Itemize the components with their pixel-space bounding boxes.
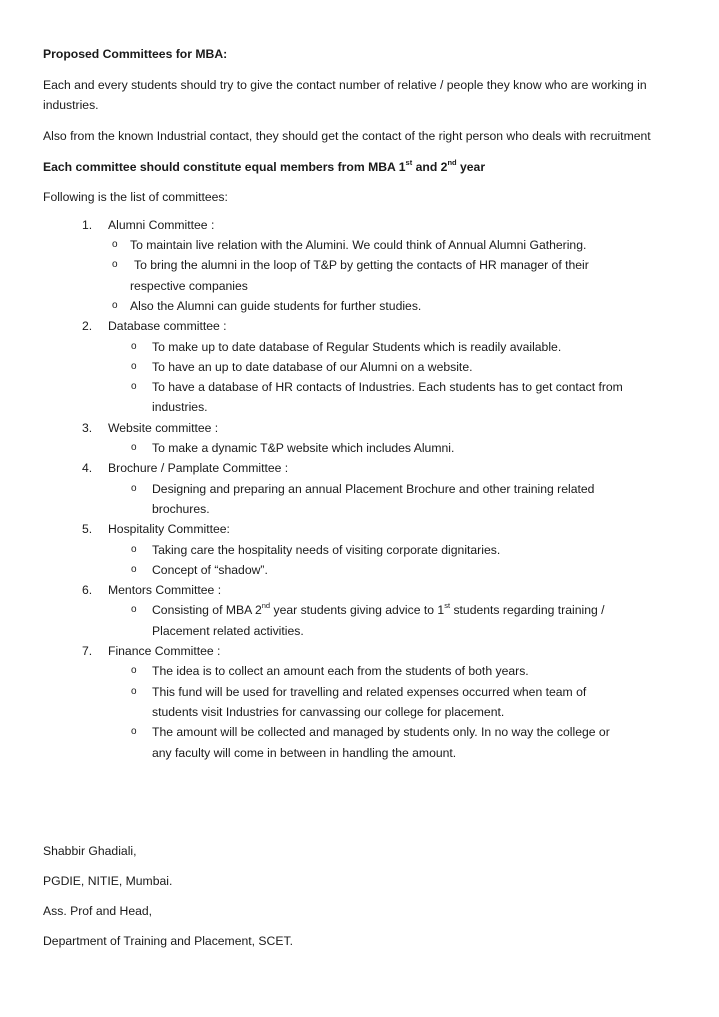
list-item-text: The idea is to collect an amount each from the students of both years. (152, 664, 529, 679)
bullet-icon: o (131, 685, 137, 697)
committee-finance (43, 641, 683, 763)
list-item-text: To have an up to date database of our Alumni on a website. (152, 359, 473, 374)
equal-members-statement (43, 157, 683, 177)
list-item (43, 296, 683, 316)
committee-heading (43, 418, 683, 438)
committee-heading (43, 458, 683, 478)
committee-heading (43, 641, 683, 661)
committee-title: Finance Committee : (108, 644, 221, 659)
bullet-icon: o (131, 726, 137, 738)
mentors-text-c: students regarding training / (450, 603, 605, 618)
committee-heading (43, 215, 683, 235)
list-item-text: The amount will be collected and managed by students only. In no way the college or (152, 725, 610, 740)
bullet-icon: o (131, 442, 137, 454)
list-item-text (43, 600, 683, 620)
list-item (43, 235, 683, 255)
equal-members-prefix: Each committee should constitute equal members from MBA 1 (43, 159, 406, 174)
committee-brochure (43, 458, 683, 519)
committee-number: 4. (82, 461, 93, 476)
list-item-text: any faculty will come in between in handling the amount. (152, 745, 457, 760)
committee-heading (43, 580, 683, 600)
bullet-icon: o (131, 604, 137, 616)
list-item-text: To bring the alumni in the loop of T&P by getting the contacts of HR manager of their (134, 258, 589, 273)
list-item (43, 479, 683, 520)
committee-title: Database committee : (108, 319, 227, 334)
bullet-icon: o (131, 482, 137, 494)
list-item-text: To make a dynamic T&P website which includes Alumni. (152, 441, 455, 456)
committee-heading (43, 519, 683, 539)
bullet-icon: o (112, 259, 118, 271)
paragraph-industrial-contact: Also from the known Industrial contact, they should get the contact of the right person who deals with recruitment (43, 128, 651, 143)
bullet-icon: o (112, 239, 118, 251)
committee-website (43, 418, 683, 459)
committee-title: Mentors Committee : (108, 583, 222, 598)
committee-database (43, 316, 683, 417)
bullet-icon: o (131, 360, 137, 372)
signature-position: Ass. Prof and Head, (43, 904, 153, 918)
committee-title: Website committee : (108, 420, 219, 435)
committee-heading (43, 316, 683, 336)
committee-title: Alumni Committee : (108, 217, 215, 232)
list-item (43, 255, 683, 296)
list-item-text: industries. (152, 400, 208, 415)
bullet-icon: o (131, 340, 137, 352)
signature-department: Department of Training and Placement, SCET. (43, 934, 293, 948)
list-item (43, 722, 683, 763)
equal-members-middle: and 2 (412, 159, 448, 174)
committee-number: 1. (82, 217, 93, 232)
list-item-text: Designing and preparing an annual Placement Brochure and other training related (152, 481, 595, 496)
list-item (43, 661, 683, 681)
list-intro: Following is the list of committees: (43, 190, 228, 205)
bullet-icon: o (131, 563, 137, 575)
mentors-sup-st: st (444, 601, 451, 611)
paragraph-contacts: Each and every students should try to give the contact number of relative / people they know who are working in industries. (43, 77, 647, 113)
committee-hospitality (43, 519, 683, 580)
list-item-text: Concept of “shadow”. (152, 562, 268, 577)
list-item-text: To maintain live relation with the Alumini. We could think of Annual Alumni Gathering. (130, 238, 587, 253)
committee-number: 3. (82, 420, 93, 435)
equal-members-sup-2: nd (447, 157, 457, 167)
signature-qualification: PGDIE, NITIE, Mumbai. (43, 874, 173, 888)
list-item-text: Also the Alumni can guide students for further studies. (130, 298, 422, 313)
equal-members-suffix: year (456, 159, 486, 174)
document-body (43, 44, 683, 763)
list-item-text: Taking care the hospitality needs of visiting corporate dignitaries. (152, 542, 501, 557)
committee-number: 6. (82, 583, 93, 598)
committee-list (43, 215, 683, 763)
committee-mentors (43, 580, 683, 641)
signature-name: Shabbir Ghadiali, (43, 844, 137, 858)
mentors-text-a: Consisting of MBA 2 (152, 603, 262, 618)
bullet-icon: o (112, 299, 118, 311)
bullet-icon: o (131, 543, 137, 555)
list-item (43, 560, 683, 580)
list-item-text: respective companies (130, 278, 248, 293)
mentors-sup-nd: nd (261, 601, 271, 611)
list-item-text: Placement related activities. (152, 623, 304, 638)
mentors-text-b: year students giving advice to 1 (270, 603, 445, 618)
committee-number: 2. (82, 319, 93, 334)
document-heading: Proposed Committees for MBA: (43, 47, 228, 61)
committee-number: 5. (82, 522, 93, 537)
list-item-text: students visit Industries for canvassing our college for placement. (152, 704, 505, 719)
list-item (43, 357, 683, 377)
list-item (43, 377, 683, 418)
list-item-text: To make up to date database of Regular Students which is readily available. (152, 339, 562, 354)
committee-title: Brochure / Pamplate Committee : (108, 461, 289, 476)
committee-number: 7. (82, 644, 93, 659)
list-item (43, 438, 683, 458)
list-item-text: To have a database of HR contacts of Industries. Each students has to get contact from (152, 380, 623, 395)
list-item-text: brochures. (152, 501, 210, 516)
list-item (43, 682, 683, 723)
committee-alumni (43, 215, 683, 316)
list-item-text: This fund will be used for travelling and related expenses occurred when team of (152, 684, 587, 699)
bullet-icon: o (131, 381, 137, 393)
equal-members-sup-1: st (405, 157, 413, 167)
committee-title: Hospitality Committee: (108, 522, 230, 537)
list-item (43, 337, 683, 357)
list-item (43, 600, 683, 641)
bullet-icon: o (131, 665, 137, 677)
list-item (43, 540, 683, 560)
